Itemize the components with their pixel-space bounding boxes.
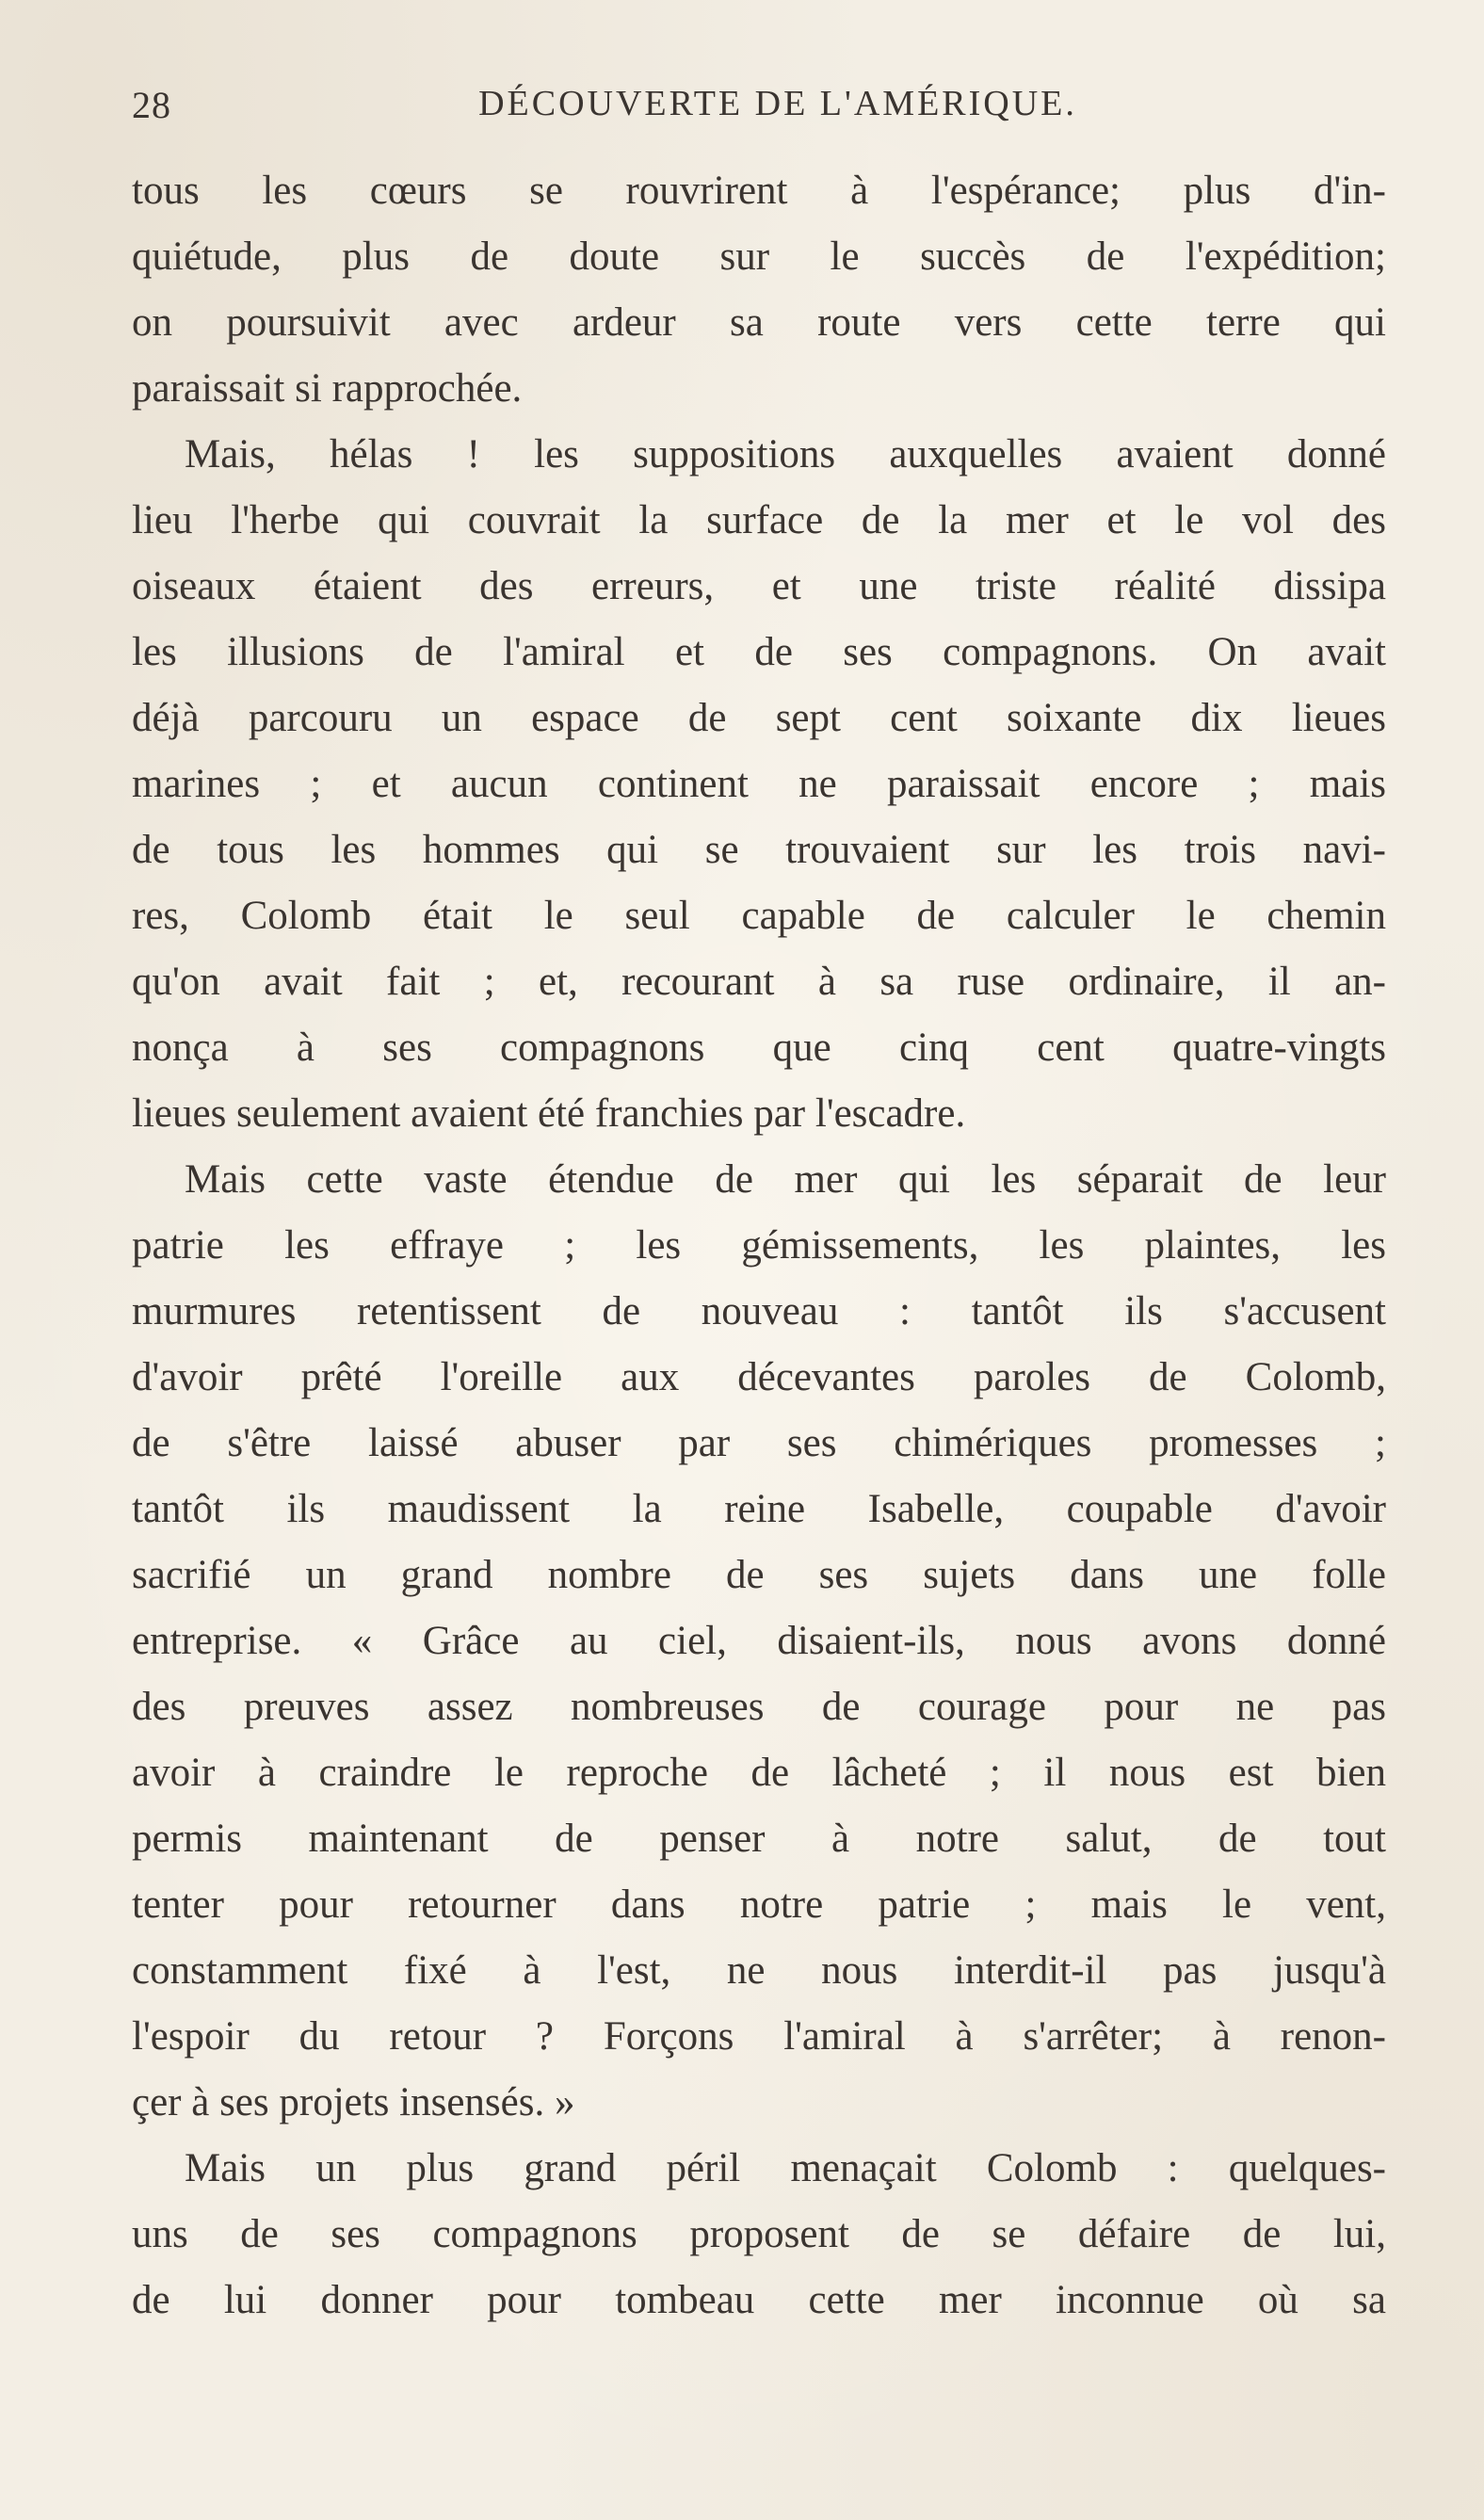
text-line: murmures retentissent de nouveau : tantôt ils s'accusent	[132, 1289, 1386, 1333]
text-line: avoir à craindre le reproche de lâcheté ; il nous est bien	[132, 1751, 1386, 1795]
text-line: des preuves assez nombreuses de courage pour ne pas	[132, 1685, 1386, 1729]
text-line: oiseaux étaient des erreurs, et une triste réalité dissipa	[132, 564, 1386, 608]
text-line: qu'on avait fait ; et, recourant à sa ruse ordinaire, il an-	[132, 960, 1386, 1004]
text-line: de tous les hommes qui se trouvaient sur les trois navi-	[132, 828, 1386, 872]
text-line: paraissait si rapprochée.	[132, 366, 523, 411]
page-header	[132, 83, 1386, 136]
text-line: lieues seulement avaient été franchies par l'escadre.	[132, 1091, 966, 1136]
body-text	[132, 158, 1386, 2334]
text-line: çer à ses projets insensés. »	[132, 2080, 575, 2124]
text-line: Mais un plus grand péril menaçait Colomb : quelques-	[185, 2146, 1386, 2190]
running-title: DÉCOUVERTE DE L'AMÉRIQUE.	[478, 84, 1077, 123]
text-line: tantôt ils maudissent la reine Isabelle, coupable d'avoir	[132, 1487, 1386, 1531]
text-line: les illusions de l'amiral et de ses compagnons. On avait	[132, 630, 1386, 674]
text-line: Mais, hélas ! les suppositions auxquelles avaient donné	[185, 432, 1386, 477]
text-line: tous les cœurs se rouvrirent à l'espérance; plus d'in-	[132, 169, 1386, 213]
page-number: 28	[132, 84, 171, 126]
text-line: nonça à ses compagnons que cinq cent quatre-vingts	[132, 1026, 1386, 1070]
text-line: d'avoir prêté l'oreille aux décevantes paroles de Colomb,	[132, 1355, 1386, 1399]
text-line: sacrifié un grand nombre de ses sujets dans une folle	[132, 1553, 1386, 1597]
text-line: Mais cette vaste étendue de mer qui les séparait de leur	[185, 1157, 1386, 1202]
text-line: tenter pour retourner dans notre patrie ; mais le vent,	[132, 1882, 1386, 1927]
text-line: quiétude, plus de doute sur le succès de l'expédition;	[132, 234, 1386, 279]
text-line: de lui donner pour tombeau cette mer inconnue où sa	[132, 2278, 1386, 2322]
text-line: de s'être laissé abuser par ses chimériques promesses ;	[132, 1421, 1386, 1465]
text-line: entreprise. « Grâce au ciel, disaient-ils, nous avons donné	[132, 1619, 1386, 1663]
text-line: l'espoir du retour ? Forçons l'amiral à s'arrêter; à renon-	[132, 2014, 1386, 2059]
text-line: res, Colomb était le seul capable de calculer le chemin	[132, 894, 1386, 938]
text-line: déjà parcouru un espace de sept cent soixante dix lieues	[132, 696, 1386, 740]
text-line: permis maintenant de penser à notre salut, de tout	[132, 1817, 1386, 1861]
text-line: constamment fixé à l'est, ne nous interdit-il pas jusqu'à	[132, 1948, 1386, 1993]
text-line: marines ; et aucun continent ne paraissait encore ; mais	[132, 762, 1386, 806]
text-line: lieu l'herbe qui couvrait la surface de la mer et le vol des	[132, 498, 1386, 542]
text-line: uns de ses compagnons proposent de se défaire de lui,	[132, 2212, 1386, 2256]
text-line: patrie les effraye ; les gémissements, les plaintes, les	[132, 1223, 1386, 1268]
text-line: on poursuivit avec ardeur sa route vers cette terre qui	[132, 300, 1386, 345]
